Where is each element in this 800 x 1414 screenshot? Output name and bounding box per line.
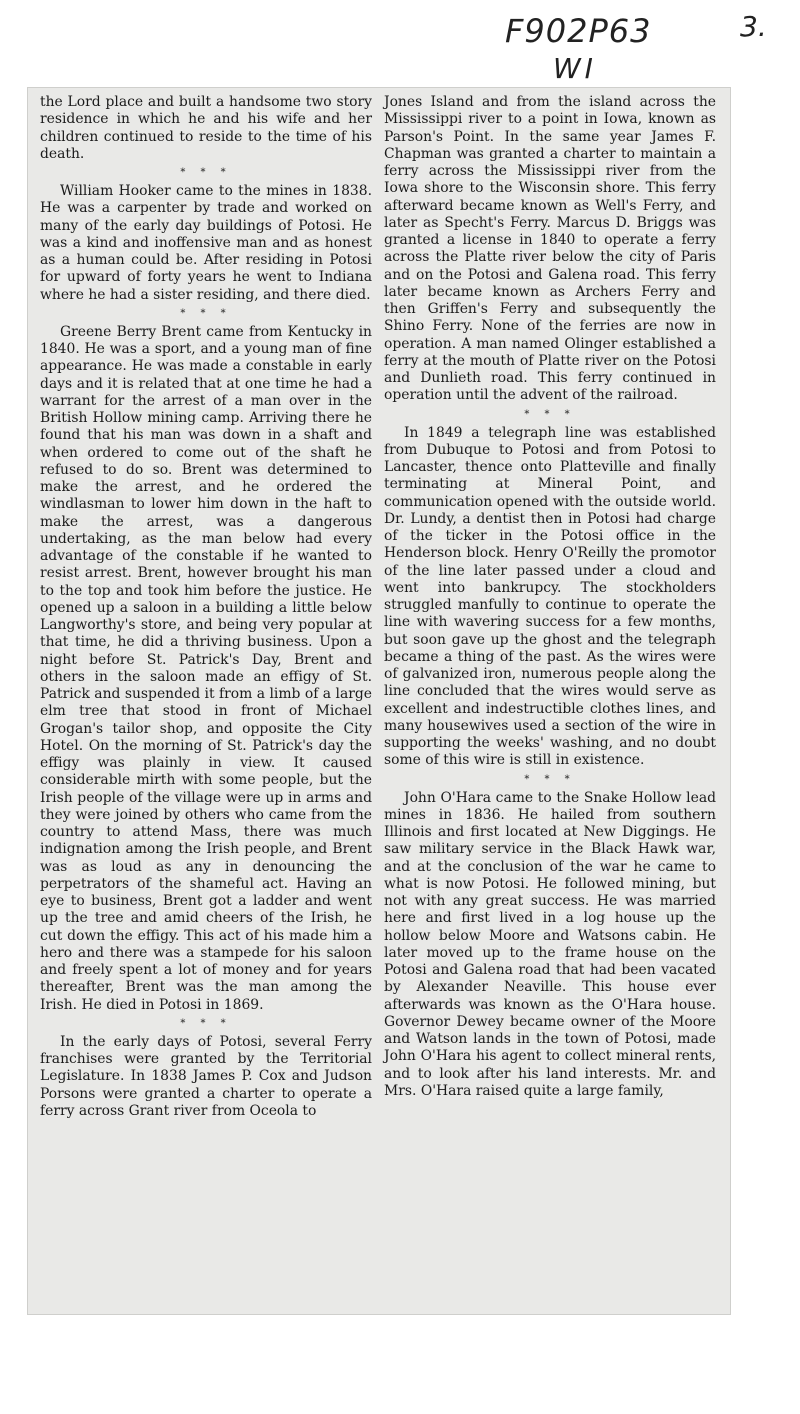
section-separator: * * * bbox=[524, 773, 576, 785]
section-separator: * * * bbox=[180, 1017, 232, 1029]
article-paragraph: William Hooker came to the mines in 1838. He was a carpenter by trade and worked on many of the early day buildings of Potosi. He was a kind and inoffensive man and as honest as a human could be. After residing in Potosi for upward of forty years he went to Indiana where he had a sister residing, and there died. bbox=[40, 183, 372, 303]
left-column bbox=[40, 94, 372, 1120]
article-paragraph: Greene Berry Brent came from Kentucky in 1840. He was a sport, and a young man of fine appearance. He was made a constable in early days and it is related that at one time he had a warrant for the arrest of a man over in the British Hollow mining camp. Arriving there he found that his man was down in a shaft and when ordered to come out of the shaft he refused to do so. Brent was determined to make the arrest, and he ordered the windlasman to lower him down in the haft to make the arrest, was a dangerous undertaking, as the man below had every advantage of the constable if he wanted to resist arrest. Brent, however brought his man to the top and took him before the justice. He opened up a saloon in a building a little below Langworthy's store, and being very popular at that time, he did a thriving business. Upon a night before St. Patrick's Day, Brent and others in the saloon made an effigy of St. Patrick and suspended it from a limb of a large elm tree that stood in front of Michael Grogan's tailor shop, and opposite the City Hotel. On the morning of St. Patrick's day the effigy was plainly in view. It caused considerable mirth with some people, but the Irish people of the village were up in arms and they were joined by others who came from the country to attend Mass, there was much indignation among the Irish people, and Brent was as loud as any in denouncing the perpetrators of the shameful act. Having an eye to business, Brent got a ladder and went up the tree and amid cheers of the Irish, he cut down the effigy. This act of his made him a hero and there was a stampede for his saloon and freely spent a lot of money and for years thereafter, Brent was the man among the Irish. He died in Potosi in 1869. bbox=[40, 323, 372, 1013]
section-separator: * * * bbox=[524, 408, 576, 420]
continued-paragraph: the Lord place and built a handsome two story residence in which he and his wife and her children continued to reside to the time of his death. bbox=[40, 94, 372, 162]
section-separator: * * * bbox=[180, 167, 232, 178]
sub-code-annotation: WI bbox=[553, 52, 597, 85]
continued-paragraph: Jones Island and from the island across the Mississippi river to a point in Iowa, known as Parson's Point. In the same year James F. Chapman was granted a charter to maintain a ferry across the Mississippi river from the Iowa shore to the Wisconsin shore. This ferry afterward became known as Well's Ferry, and later as Specht's Ferry. Marcus D. Briggs was granted a license in 1840 to operate a ferry across the Platte river below the city of Paris and on the Potosi and Galena road. This ferry later became known as Archers Ferry and then Griffen's Ferry and subsequently the Shino Ferry. None of the ferries are now in operation. A man named Olinger established a ferry at the mouth of Platte river on the Potosi and Dunlieth road. This ferry continued in operation until the advent of the railroad. bbox=[384, 94, 716, 404]
section-separator: * * * bbox=[180, 307, 232, 319]
page-number-annotation: 3. bbox=[740, 10, 767, 43]
catalog-code-annotation: F902P63 bbox=[505, 12, 652, 50]
article-paragraph: In the early days of Potosi, several Ferry franchises were granted by the Territorial Legislature. In 1838 James P. Cox and Judson Porsons were granted a charter to operate a ferry across Grant river from Oceola to bbox=[40, 1033, 372, 1119]
article-paragraph: In 1849 a telegraph line was established from Dubuque to Potosi and from Potosi to Lancaster, thence onto Platteville and finally terminating at Mineral Point, and communication opened with the outside world. Dr. Lundy, a dentist then in Potosi had charge of the ticker in the Potosi office in the Henderson block. Henry O'Reilly the promotor of the line later passed under a cloud and went into bankrupcy. The stockholders struggled manfully to continue to operate the line with wavering success for a few months, but soon gave up the ghost and the telegraph became a thing of the past. As the wires were of galvanized iron, numerous people along the line concluded that the wires would serve as excellent and indestructible clothes lines, and many housewives used a section of the wire in supporting the weeks' washing, and no doubt some of this wire is still in existence. bbox=[384, 424, 716, 769]
right-column bbox=[384, 94, 716, 1100]
article-paragraph: John O'Hara came to the Snake Hollow lead mines in 1836. He hailed from southern Illinois and first located at New Diggings. He saw military service in the Black Hawk war, and at the conclusion of the war he came to what is now Potosi. He followed mining, but not with any great success. He was married here and first lived in a log house up the hollow below Moore and Watsons cabin. He later moved up to the frame house on the Potosi and Galena road that had been vacated by Alexander Neaville. This house ever afterwards was known as the O'Hara house. Governor Dewey became owner of the Moore and Watson lands in the town of Potosi, made John O'Hara his agent to collect mineral rents, and to look after his land interests. Mr. and Mrs. O'Hara raised quite a large family, bbox=[384, 789, 716, 1099]
